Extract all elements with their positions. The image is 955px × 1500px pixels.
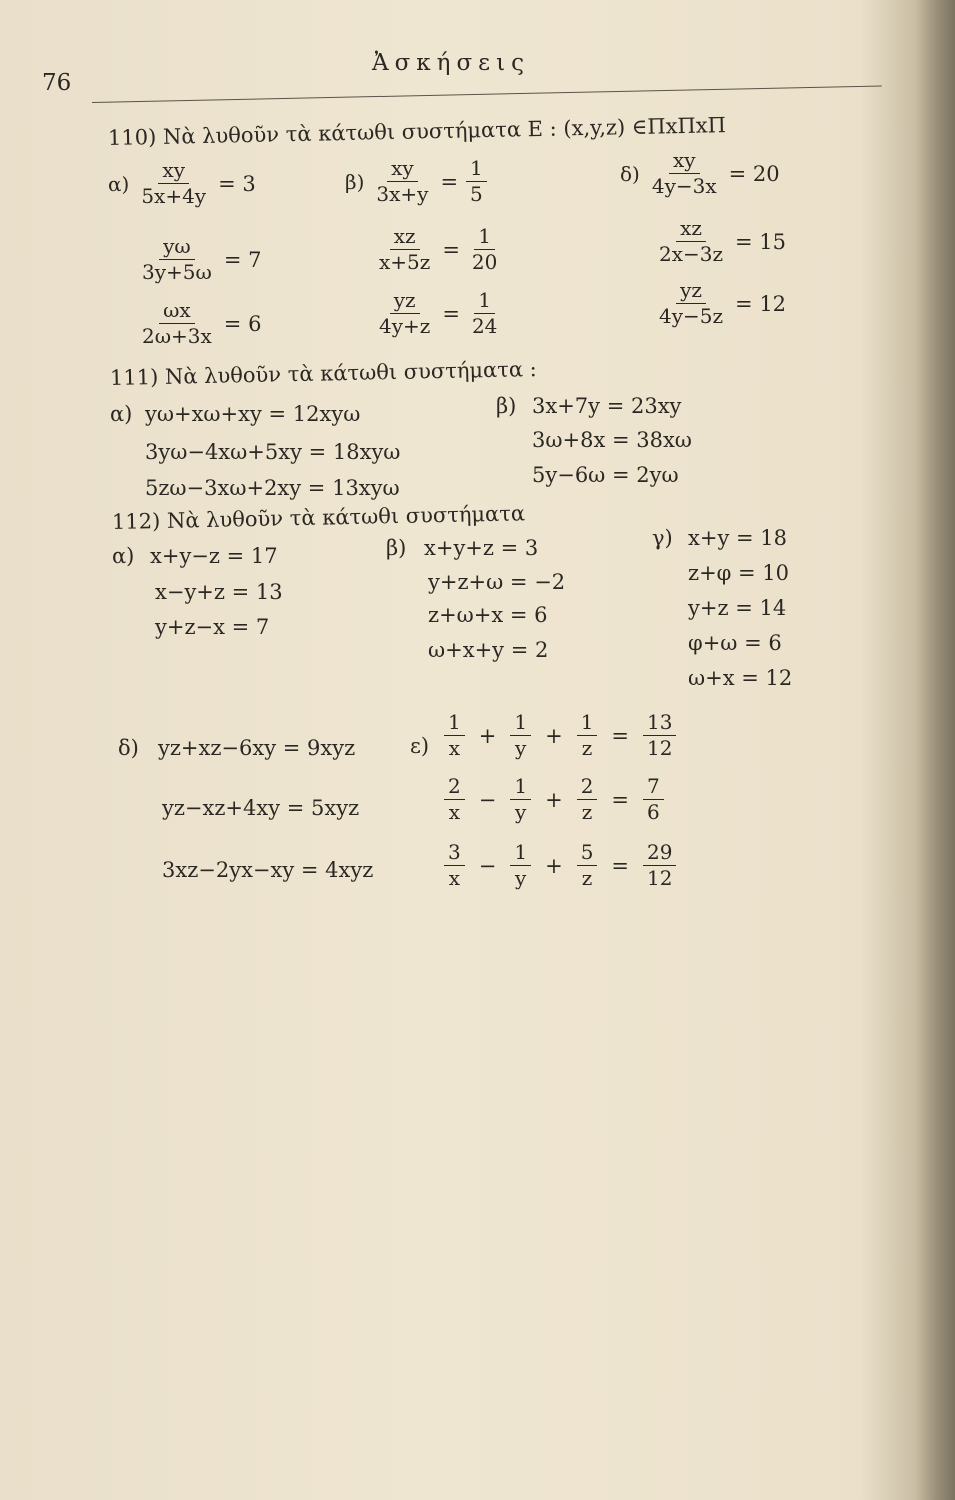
fraction — [510, 776, 531, 823]
numerator: 1 — [510, 842, 531, 866]
numerator: xy — [387, 158, 418, 182]
numerator: 1 — [474, 290, 495, 314]
page-number: 76 — [42, 70, 72, 96]
denominator: y — [515, 866, 527, 890]
ex112-e-eq-3 — [444, 842, 676, 889]
denominator: x — [448, 866, 460, 890]
denominator: x — [448, 800, 460, 824]
equals: = — [442, 301, 460, 326]
fraction — [655, 218, 727, 265]
ex112-a-eq-1: x+y−z = 17 — [150, 544, 278, 568]
ex112-b-eq-2: y+z+ω = −2 — [428, 570, 566, 594]
fraction — [444, 776, 465, 823]
ex112-g-eq-4: φ+ω = 6 — [688, 631, 782, 655]
ex112-e-label: ε) — [410, 734, 430, 758]
denominator: y — [515, 800, 527, 824]
fraction — [510, 842, 531, 889]
ex111-a-eq-1: yω+xω+xy = 12xyω — [145, 402, 361, 426]
ex112-g-eq-1: x+y = 18 — [688, 526, 787, 550]
fraction — [577, 712, 598, 759]
ex111-b-eq-1: 3x+7y = 23xy — [532, 394, 682, 418]
fraction — [138, 300, 216, 347]
ex111-b-eq-3: 5y−6ω = 2yω — [532, 463, 679, 487]
ex111-a-label: α) — [110, 402, 133, 426]
fraction — [643, 842, 676, 889]
denominator: z — [581, 800, 593, 824]
numerator: 2 — [577, 776, 598, 800]
ex112-a-eq-2: x−y+z = 13 — [155, 580, 283, 604]
fraction — [577, 776, 598, 823]
ex110-d-label: δ) — [620, 161, 640, 186]
rhs: = 15 — [735, 229, 787, 254]
operator: − — [478, 853, 497, 878]
header-rule — [92, 85, 882, 103]
numerator: 1 — [474, 226, 495, 250]
ex111-b-label: β) — [496, 394, 517, 418]
ex112-g-eq-5: ω+x = 12 — [688, 666, 793, 690]
exercise-110-title: 110) Νὰ λυθοῦν τὰ κάτωθι συστήματα Ε : (x,y,z) ∈ΠxΠxΠ — [107, 113, 727, 150]
rhs: = 3 — [218, 171, 256, 196]
running-title: Ἀσκήσεις — [372, 50, 530, 76]
ex112-d-eq-1: yz+xz−6xy = 9xyz — [158, 736, 356, 760]
equals: = — [611, 853, 630, 878]
fraction — [138, 236, 216, 283]
numerator: xz — [676, 218, 706, 242]
fraction — [643, 776, 664, 823]
denominator: y — [515, 736, 527, 760]
denominator: 12 — [647, 736, 673, 760]
operator: + — [545, 723, 563, 748]
denominator: 3x+y — [376, 182, 429, 206]
numerator: 1 — [510, 712, 531, 736]
ex112-d-label: δ) — [118, 736, 139, 760]
rhs: = 12 — [735, 291, 787, 316]
numerator: ωx — [159, 300, 195, 324]
ex112-e-eq-2 — [444, 776, 664, 823]
exercise-112-title: 112) Νὰ λυθοῦν τὰ κάτωθι συστήματα — [111, 501, 526, 534]
numerator: 1 — [510, 776, 531, 800]
ex112-a-eq-3: y+z−x = 7 — [155, 615, 270, 639]
ex112-g-eq-3: y+z = 14 — [688, 596, 787, 620]
fraction — [655, 280, 727, 327]
denominator: 4y−5z — [659, 304, 724, 328]
denominator: 24 — [471, 314, 498, 338]
ex112-b-eq-1: x+y+z = 3 — [424, 536, 539, 560]
ex112-g-label: γ) — [652, 526, 673, 550]
ex111-a-eq-3: 5zω−3xω+2xy = 13xyω — [145, 476, 400, 500]
operator: + — [478, 723, 497, 748]
numerator: yz — [676, 280, 706, 304]
numerator: 1 — [444, 712, 465, 736]
equals: = — [611, 787, 630, 812]
numerator: 5 — [577, 842, 598, 866]
operator: + — [545, 853, 563, 878]
numerator: 3 — [444, 842, 465, 866]
fraction — [643, 712, 676, 759]
equals: = — [611, 723, 630, 748]
numerator: yω — [159, 236, 195, 260]
ex112-g-eq-2: z+φ = 10 — [688, 561, 790, 585]
denominator: 6 — [647, 800, 660, 824]
denominator: 4y+z — [379, 314, 431, 338]
ex111-b-eq-2: 3ω+8x = 38xω — [532, 428, 692, 452]
denominator: 2x−3z — [659, 242, 724, 266]
denominator: 5x+4y — [141, 184, 207, 208]
denominator: 12 — [647, 866, 673, 890]
ex112-b-eq-4: ω+x+y = 2 — [428, 638, 549, 662]
denominator: z — [581, 736, 593, 760]
denominator: 4y−3x — [651, 174, 717, 198]
exercise-111-title: 111) Νὰ λυθοῦν τὰ κάτωθι συστήματα : — [109, 357, 537, 390]
ex112-d-eq-2: yz−xz+4xy = 5xyz — [162, 796, 360, 820]
numerator: 29 — [643, 842, 676, 866]
ex110-a-label: α) — [108, 171, 130, 196]
numerator: xz — [390, 226, 420, 250]
rhs: = 6 — [223, 311, 262, 336]
denominator: x — [448, 736, 460, 760]
ex112-a-label: α) — [112, 544, 135, 568]
equals: = — [440, 169, 459, 194]
numerator: xy — [669, 150, 700, 174]
ex112-e-eq-1 — [444, 712, 676, 759]
fraction — [648, 150, 721, 197]
rhs: = 20 — [728, 161, 780, 186]
numerator: 7 — [643, 776, 664, 800]
fraction — [444, 842, 465, 889]
ex111-a-eq-2: 3yω−4xω+5xy = 18xyω — [145, 440, 401, 464]
fraction — [375, 290, 434, 337]
denominator: 20 — [471, 250, 498, 274]
numerator: yz — [390, 290, 420, 314]
page-edge-shadow — [915, 0, 955, 1500]
ex110-b-label: β) — [345, 169, 365, 194]
denominator: z — [581, 866, 593, 890]
numerator: 2 — [444, 776, 465, 800]
ex112-d-eq-3: 3xz−2yx−xy = 4xyz — [162, 858, 374, 882]
fraction — [137, 160, 210, 207]
fraction — [468, 290, 501, 337]
fraction — [466, 158, 487, 205]
rhs: = 7 — [223, 247, 262, 272]
fraction — [375, 226, 434, 273]
fraction — [372, 158, 432, 205]
fraction — [577, 842, 598, 889]
fraction — [510, 712, 531, 759]
denominator: 3y+5ω — [142, 260, 212, 284]
operator: + — [545, 787, 563, 812]
equals: = — [442, 237, 460, 262]
ex112-b-eq-3: z+ω+x = 6 — [428, 603, 548, 627]
fraction — [444, 712, 465, 759]
numerator: 1 — [466, 158, 487, 182]
ex112-b-label: β) — [386, 536, 407, 560]
fraction — [468, 226, 501, 273]
denominator: x+5z — [379, 250, 431, 274]
denominator: 5 — [470, 182, 483, 206]
numerator: 1 — [577, 712, 598, 736]
denominator: 2ω+3x — [142, 324, 212, 348]
numerator: 13 — [643, 712, 676, 736]
numerator: xy — [158, 160, 189, 184]
operator: − — [478, 787, 497, 812]
